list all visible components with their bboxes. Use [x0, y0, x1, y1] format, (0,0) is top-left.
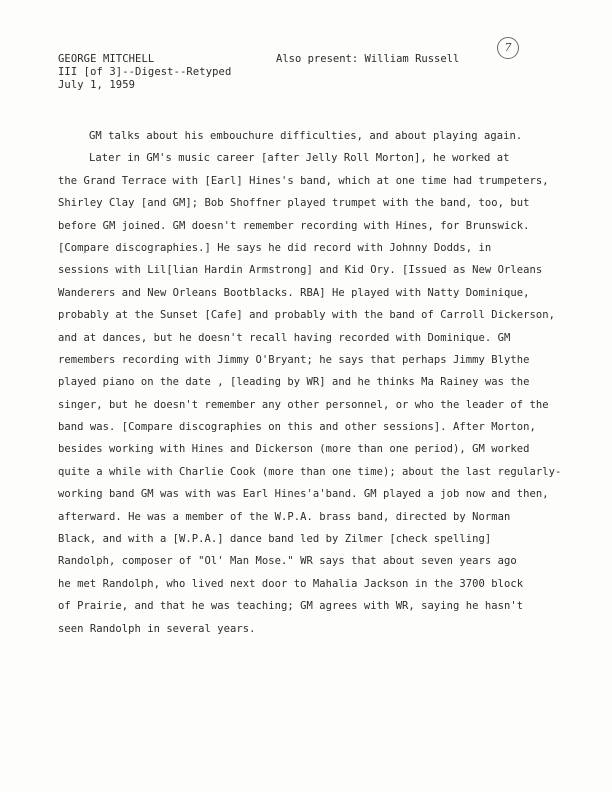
interviewee-name: GEORGE MITCHELL [58, 53, 155, 65]
body-line: besides working with Hines and Dickerson (more than one period), GM worked [58, 443, 530, 456]
body-line: of Prairie, and that he was teaching; GM agrees with WR, saying he hasn't [58, 600, 524, 613]
body-line: Wanderers and New Orleans Bootblacks. RBA] He played with Natty Dominique, [58, 286, 530, 299]
body-line: singer, but he doesn't remember any other personnel, or who the leader of the [58, 398, 549, 411]
body-line: seen Randolph in several years. [58, 622, 256, 635]
body-line: Shirley Clay [and GM]; Bob Shoffner played trumpet with the band, too, but [58, 197, 530, 210]
body-line: GM talks about his embouchure difficulties, and about playing again. [89, 130, 523, 142]
body-line: remembers recording with Jimmy O'Bryant; he says that perhaps Jimmy Blythe [58, 353, 530, 366]
body-line: sessions with Lil[lian Hardin Armstrong] and Kid Ory. [Issued as New Orleans [58, 264, 543, 277]
body-line: he met Randolph, who lived next door to Mahalia Jackson in the 3700 block [58, 577, 524, 590]
body-line: before GM joined. GM doesn't remember recording with Hines, for Brunswick. [58, 219, 530, 232]
body-line: quite a while with Charlie Cook (more than one time); about the last regularly- [58, 465, 562, 478]
body-line: afterward. He was a member of the W.P.A. brass band, directed by Norman [58, 510, 511, 523]
document-header [58, 53, 231, 92]
body-line: the Grand Terrace with [Earl] Hines's band, which at one time had trumpeters, [58, 174, 549, 187]
body-line: played piano on the date , [leading by WR] and he thinks Ma Rainey was the [58, 376, 530, 389]
also-present: Also present: William Russell [276, 53, 460, 65]
body-line: Later in GM's music career [after Jelly Roll Morton], he worked at [89, 152, 510, 165]
page-number-circle: 7 [497, 37, 519, 59]
body-line: Black, and with a [W.P.A.] dance band led by Zilmer [check spelling] [58, 533, 492, 546]
body-line: and at dances, but he doesn't recall having recorded with Dominique. GM [58, 331, 511, 344]
interview-date: July 1, 1959 [58, 79, 136, 91]
document-body [58, 125, 562, 640]
body-line: [Compare discographies.] He says he did record with Johnny Dodds, in [58, 241, 492, 254]
body-line: probably at the Sunset [Cafe] and probably with the band of Carroll Dickerson, [58, 309, 555, 322]
body-line: working band GM was with was Earl Hines'a'band. GM played a job now and then, [58, 488, 549, 501]
body-line: Randolph, composer of "Ol' Man Mose." WR says that about seven years ago [58, 555, 517, 568]
reel-info: III [of 3]--Digest--Retyped [58, 66, 232, 78]
body-line: band was. [Compare discographies on this and other sessions]. After Morton, [58, 421, 536, 434]
